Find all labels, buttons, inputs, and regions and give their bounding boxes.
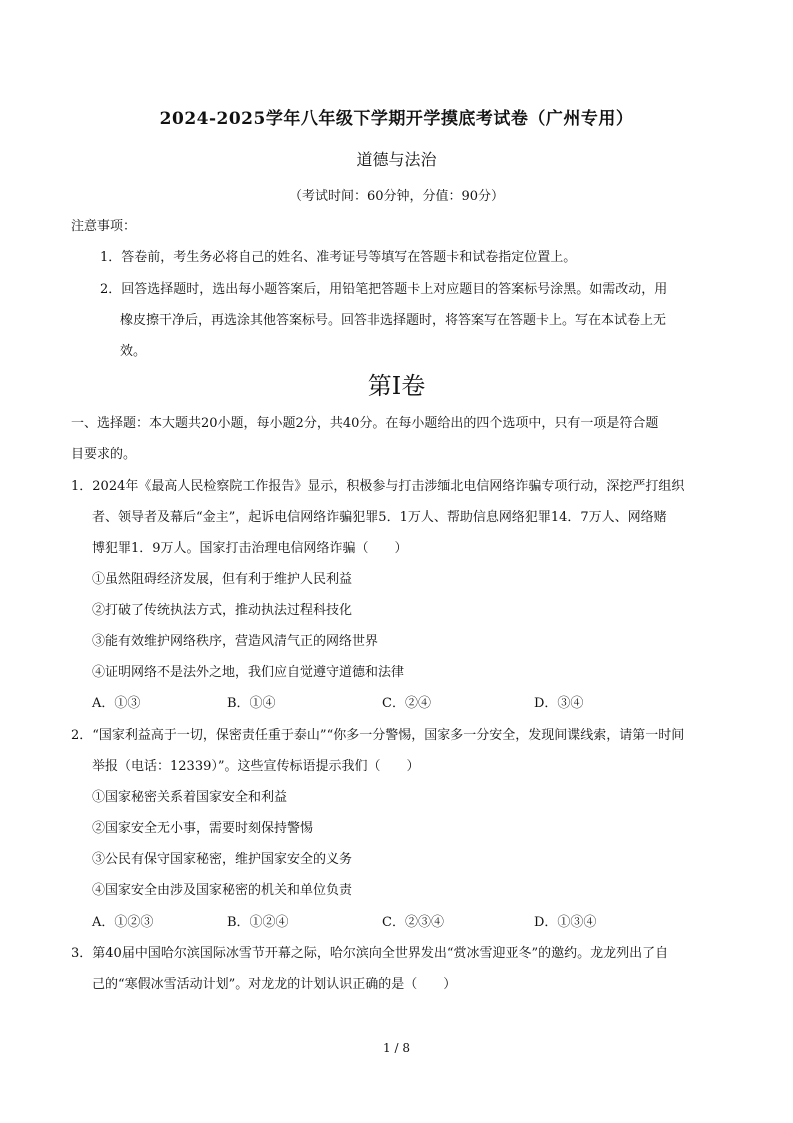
q2-statement-3: ③公民有保守国家秘密，维护国家安全的义务 (92, 852, 353, 867)
notice-item-2-line-1: 2．回答选择题时，选出每小题答案后，用铅笔把答题卡上对应题目的答案标号涂黑。如需改动，用 (100, 282, 668, 297)
notice-item-2-line-3: 效。 (120, 344, 147, 359)
q1-stem-line-3: 博犯罪1．9万人。国家打击治理电信网络诈骗（ ） (92, 541, 408, 556)
q2-option-c: C．②③④ (382, 915, 444, 930)
q1-option-b: B．①④ (227, 696, 276, 711)
page-number: 1 / 8 (383, 1041, 410, 1055)
section-heading: 第Ⅰ卷 (367, 372, 426, 400)
q1-statement-2: ②打破了传统执法方式，推动执法过程科技化 (92, 603, 353, 618)
q2-statement-2: ②国家安全无小事，需要时刻保持警惕 (92, 821, 314, 836)
q2-statement-1: ①国家秘密关系着国家安全和利益 (92, 790, 288, 805)
q2-statement-4: ④国家安全由涉及国家秘密的机关和单位负责 (92, 883, 353, 898)
q1-stem-line-1: 1．2024年《最高人民检察院工作报告》显示，积极参与打击涉缅北电信网络诈骗专项行动，深挖严打组织 (71, 479, 685, 494)
q3-stem-line-2: 己的“寒假冰雪活动计划”。对龙龙的计划认识正确的是（ ） (92, 977, 457, 992)
q2-option-a: A．①②③ (92, 915, 154, 930)
q1-statement-1: ①虽然阻碍经济发展，但有利于维护人民利益 (92, 572, 353, 587)
q1-option-a: A．①③ (92, 696, 141, 711)
q1-statement-4: ④证明网络不是法外之地，我们应自觉遵守道德和法律 (92, 665, 405, 680)
q2-stem-line-2: 举报（电话：12339）”。这些宣传标语提示我们（ ） (92, 759, 420, 774)
q2-option-d: D．①③④ (534, 915, 597, 930)
q1-statement-3: ③能有效维护网络秩序，营造风清气正的网络世界 (92, 634, 379, 649)
section-intro-line-1: 一、选择题：本大题共20小题，每小题2分，共40分。在每小题给出的四个选项中，只有一项是符合题 (71, 416, 659, 431)
exam-info: （考试时间：60分钟，分值：90分） (288, 189, 505, 204)
notice-item-2-line-2: 橡皮擦干净后，再选涂其他答案标号。回答非选择题时，将答案写在答题卡上。写在本试卷上无 (120, 313, 667, 328)
notice-item-1: 1．答卷前，考生务必将自己的姓名、准考证号等填写在答题卡和试卷指定位置上。 (100, 250, 577, 265)
q2-stem-line-1: 2．“国家利益高于一切，保密责任重于泰山”“你多一分警惕，国家多一分安全，发现间谍线索，请第一时间 (71, 728, 685, 743)
q3-stem-line-1: 3．第40届中国哈尔滨国际冰雪节开幕之际，哈尔滨向全世界发出“赏冰雪迎亚冬”的邀约。龙龙列出了自 (71, 946, 669, 961)
q1-option-c: C．②④ (382, 696, 431, 711)
q1-option-d: D．③④ (534, 696, 584, 711)
q2-option-b: B．①②④ (227, 915, 289, 930)
q1-stem-line-2: 者、领导者及幕后“金主”，起诉电信网络诈骗犯罪5．1万人、帮助信息网络犯罪14．7万人、网络赌 (92, 510, 667, 525)
section-intro-line-2: 目要求的。 (71, 447, 137, 462)
notice-label: 注意事项： (71, 219, 137, 234)
exam-title: 2024-2025学年八年级下学期开学摸底考试卷（广州专用） (159, 109, 634, 129)
subject-title: 道德与法治 (356, 150, 437, 169)
